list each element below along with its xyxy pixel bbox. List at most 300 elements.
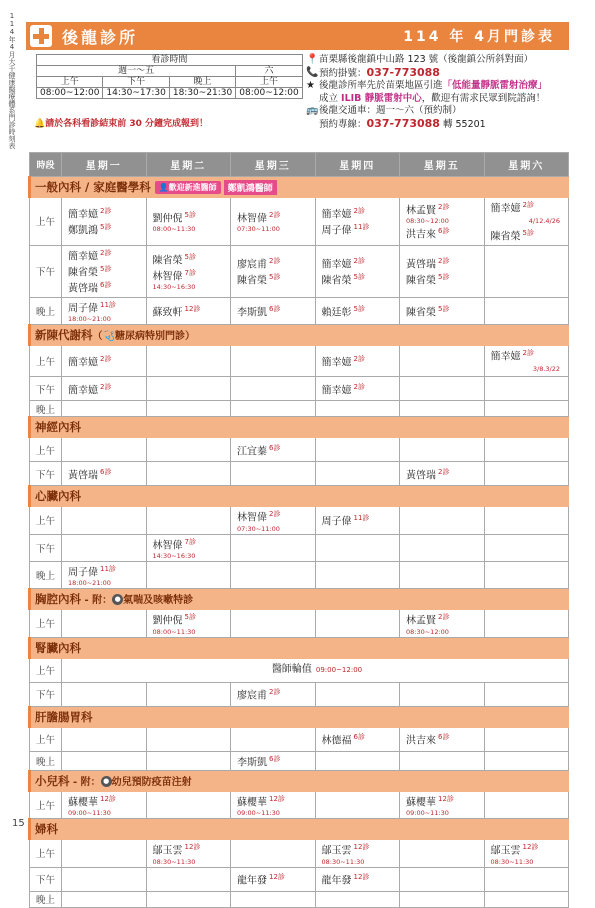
doctor-entry[interactable] — [237, 303, 313, 319]
room-number: 5診 — [184, 252, 196, 261]
doctor-name: 簡幸嬑 — [321, 209, 352, 221]
hours-am-time: 08:00~12:00 — [37, 88, 103, 99]
doctor-entry[interactable] — [68, 299, 144, 315]
department-special: 氣喘及咳嗽特診 — [123, 595, 194, 607]
time-slot: 上午 — [30, 345, 62, 376]
doctor-entry[interactable] — [153, 536, 229, 552]
schedule-cell — [315, 751, 400, 770]
department-name — [30, 770, 569, 791]
room-number: 2診 — [353, 354, 365, 363]
doctor-entry[interactable] — [237, 793, 313, 809]
schedule-row — [30, 438, 569, 462]
hours-pm-time: 14:30~17:30 — [103, 88, 169, 99]
department-name — [30, 819, 569, 840]
star-icon: ★ — [306, 80, 315, 91]
special-clinic-icon: ● — [101, 776, 112, 787]
clinic-time: 07:30~11:00 — [237, 524, 280, 533]
department-row — [30, 637, 569, 658]
doctor-entry[interactable] — [406, 271, 482, 287]
room-number: 2診 — [438, 256, 450, 265]
schedule-cell — [231, 438, 316, 462]
schedule-cell — [231, 682, 316, 706]
doctor-name: 洪吉來 — [406, 229, 436, 241]
doctor-name: 蘇櫻華 — [406, 797, 436, 809]
schedule-cell — [400, 727, 485, 751]
doctor-entry[interactable] — [406, 793, 482, 809]
header-cell: 星期六 — [484, 153, 569, 177]
schedule-cell — [231, 245, 316, 297]
schedule-cell — [400, 840, 485, 867]
room-number: 2診 — [522, 201, 534, 209]
department-special: 幼兒預防疫苗注射 — [111, 776, 192, 788]
doctor-entry[interactable] — [237, 442, 313, 458]
room-number: 2診 — [100, 248, 112, 257]
schedule-cell — [146, 377, 231, 401]
schedule-cell — [62, 682, 147, 706]
department-title: 胸腔內科 — [35, 592, 81, 607]
room-number: 5診 — [353, 304, 365, 313]
schedule-cell — [146, 867, 231, 891]
room-number: 5診 — [100, 223, 112, 232]
room-number: 11診 — [353, 223, 370, 232]
doctor-entry[interactable] — [322, 871, 398, 887]
doctor-name: 李斯凱 — [237, 756, 267, 768]
hours-pm: 下午 — [103, 77, 169, 88]
schedule-row — [30, 507, 569, 534]
schedule-cell — [231, 791, 316, 818]
room-number: 12診 — [184, 843, 201, 852]
checkin-notice: 🔔請於各科看診結束前 30 分鐘完成報到！ — [34, 119, 209, 129]
doctor-name: 蘇櫻華 — [237, 797, 267, 809]
time-slot: 下午 — [30, 377, 62, 401]
room-number: 5診 — [100, 264, 112, 273]
time-slot: 晚上 — [30, 891, 62, 907]
doctor-entry[interactable] — [153, 841, 229, 857]
schedule-row — [30, 198, 569, 246]
time-slot: 下午 — [30, 245, 62, 297]
doctor-entry[interactable] — [237, 871, 313, 887]
schedule-cell — [62, 401, 147, 417]
doctor-name: 蘇櫻華 — [68, 797, 98, 809]
schedule-cell — [146, 345, 231, 376]
department-title: 心臟內科 — [35, 489, 81, 504]
schedule-cell — [315, 534, 400, 561]
schedule-cell — [146, 751, 231, 770]
clinic-logo-icon — [30, 25, 52, 47]
clinic-time: 14:30~16:30 — [152, 283, 196, 292]
schedule-cell — [231, 462, 316, 486]
schedule-cell — [484, 438, 569, 462]
department-title: 新陳代謝科 — [35, 327, 93, 342]
department-name — [30, 177, 569, 198]
schedule-cell — [62, 751, 147, 770]
doctor-entry[interactable] — [237, 686, 313, 702]
schedule-cell — [400, 462, 485, 486]
schedule-cell — [231, 401, 316, 417]
doctor-entry[interactable] — [406, 255, 482, 271]
doctor-name: 簡幸嬑 — [490, 203, 521, 215]
department-name — [30, 486, 569, 507]
doctor-entry[interactable] — [153, 611, 229, 627]
schedule-cell — [484, 727, 569, 751]
room-number: 5診 — [184, 211, 196, 220]
doctor-entry[interactable] — [491, 841, 567, 857]
doctor-name: 林智偉 — [152, 271, 183, 283]
doctor-entry[interactable] — [237, 508, 313, 524]
department-name — [30, 324, 569, 345]
schedule-cell — [400, 507, 485, 534]
doctor-name: 陳省榮 — [152, 255, 183, 267]
department-title: 一般內科 / 家庭醫學科 — [35, 180, 151, 194]
schedule-cell — [400, 401, 485, 417]
doctor-entry[interactable] — [491, 227, 567, 243]
schedule-cell — [315, 727, 400, 751]
doctor-name: 周子偉 — [321, 516, 352, 528]
schedule-row — [30, 534, 569, 561]
hours-title: 看診時間 — [37, 55, 303, 66]
time-slot: 下午 — [30, 534, 62, 561]
clinic-time: 07:30~11:00 — [237, 225, 280, 234]
time-slot: 晚上 — [30, 297, 62, 324]
schedule-cell — [231, 727, 316, 751]
room-number: 6診 — [353, 732, 365, 741]
schedule-cell — [62, 438, 147, 462]
schedule-cell — [315, 462, 400, 486]
room-number: 2診 — [100, 207, 112, 215]
schedule-cell — [484, 791, 569, 818]
clinic-time: 08:30~12:00 — [406, 627, 449, 636]
schedule-cell — [484, 377, 569, 401]
doctor-entry[interactable] — [237, 271, 313, 287]
schedule-cell — [231, 561, 316, 588]
doctor-name: 龍年發 — [237, 875, 267, 887]
schedule-cell — [146, 561, 231, 588]
schedule-cell — [62, 891, 147, 907]
doctor-entry[interactable] — [406, 611, 482, 627]
doctor-name: 簡幸嬑 — [321, 259, 352, 271]
department-row — [30, 486, 569, 507]
time-slot: 上午 — [30, 438, 62, 462]
time-slot: 下午 — [30, 867, 62, 891]
schedule-cell — [484, 198, 569, 246]
doctor-entry[interactable] — [68, 793, 144, 809]
schedule-cell — [484, 401, 569, 417]
schedule-table — [28, 152, 569, 908]
doctor-name: 黃啓瑞 — [68, 283, 98, 295]
schedule-cell — [62, 297, 147, 324]
doctor-entry[interactable] — [237, 255, 313, 271]
room-number: 11診 — [100, 564, 116, 573]
time-slot: 下午 — [30, 682, 62, 706]
doctor-name: 陳省榮 — [406, 306, 436, 318]
schedule-cell — [146, 727, 231, 751]
doctor-name: 簡幸嬑 — [321, 357, 352, 369]
schedule-cell — [62, 377, 147, 401]
doctor-entry[interactable] — [322, 303, 398, 319]
doctor-name: 黃啓瑞 — [406, 259, 436, 271]
doctor-entry[interactable] — [68, 205, 144, 221]
schedule-cell — [62, 840, 147, 867]
department-row — [30, 324, 569, 345]
schedule-row — [30, 891, 569, 907]
doctor-name: 黃啓瑞 — [68, 469, 98, 481]
schedule-cell — [62, 791, 147, 818]
month-title: 114 年 4月門診表 — [290, 22, 569, 50]
doctor-entry[interactable] — [153, 209, 229, 225]
schedule-cell — [231, 507, 316, 534]
doctor-entry[interactable] — [153, 267, 229, 283]
schedule-cell — [146, 534, 231, 561]
time-slot: 下午 — [30, 462, 62, 486]
doctor-name: 陳省榮 — [490, 231, 521, 243]
schedule-cell — [231, 840, 316, 867]
schedule-cell — [400, 791, 485, 818]
department-row — [30, 706, 569, 727]
room-number: 12診 — [353, 843, 370, 852]
clinic-time: 18:00~21:00 — [68, 579, 111, 588]
schedule-cell — [484, 682, 569, 706]
doctor-name: 陳省榮 — [237, 275, 267, 287]
department-title: 小兒科 — [35, 773, 70, 788]
doctor-entry[interactable] — [322, 353, 398, 369]
schedule-cell — [400, 561, 485, 588]
room-number: 2診 — [269, 256, 281, 265]
schedule-row — [30, 867, 569, 891]
schedule-header — [30, 153, 569, 177]
room-number: 11診 — [100, 300, 116, 309]
department-title: 婦科 — [35, 822, 58, 837]
room-number: 2診 — [353, 256, 365, 265]
department-name — [30, 417, 569, 438]
side-label: 114年4月大千健康醫療體系門診時刻表 — [8, 12, 16, 149]
phone-icon: 📞 — [306, 66, 319, 78]
doctor-name: 蘇致軒 — [152, 306, 183, 318]
doctor-name: 簡幸嬑 — [68, 250, 98, 262]
doctor-name: 醫師輪值 — [271, 664, 312, 676]
room-number: 5診 — [184, 613, 196, 622]
schedule-cell — [484, 751, 569, 770]
schedule-row — [30, 751, 569, 770]
location-pin-icon: 📍 — [306, 54, 319, 65]
schedule-cell — [146, 198, 231, 246]
room-number: 5診 — [438, 304, 450, 313]
doctor-entry[interactable] — [322, 271, 398, 287]
room-number: 2診 — [100, 354, 112, 363]
room-number: 2診 — [353, 382, 365, 391]
room-number: 2診 — [269, 211, 281, 220]
doctor-entry[interactable] — [322, 841, 398, 857]
header-cell: 星期二 — [146, 153, 231, 177]
doctor-name: 黃啓瑞 — [406, 469, 436, 481]
schedule-cell — [400, 534, 485, 561]
doctor-entry[interactable] — [68, 247, 144, 263]
bus-icon: 🚌 — [306, 105, 319, 116]
schedule-cell — [484, 610, 569, 637]
schedule-cell — [62, 867, 147, 891]
time-slot: 晚上 — [30, 401, 62, 417]
schedule-cell — [231, 610, 316, 637]
clinic-time: 09:00~11:30 — [406, 809, 449, 818]
appt-phone[interactable]: 037-773088 — [366, 65, 440, 79]
schedule-cell — [146, 401, 231, 417]
department-subtitle: （🩺糖尿病特別門診） — [92, 330, 195, 342]
room-number: 2診 — [269, 510, 281, 519]
doctor-entry[interactable] — [153, 303, 229, 319]
doctor-name: 洪吉來 — [406, 735, 436, 747]
schedule-cell — [146, 840, 231, 867]
room-number: 6診 — [100, 281, 112, 290]
clinic-time: 09:00~12:00 — [315, 666, 363, 675]
schedule-cell — [484, 840, 569, 867]
doctor-entry[interactable] — [406, 201, 482, 217]
doctor-name: 陳省榮 — [68, 267, 98, 279]
room-number: 5診 — [353, 273, 365, 282]
special-clinic-icon: ● — [112, 594, 123, 605]
department-row — [30, 589, 569, 610]
schedule-cell — [315, 198, 400, 246]
doctor-entry[interactable] — [68, 466, 144, 482]
schedule-cell — [146, 245, 231, 297]
schedule-cell — [146, 507, 231, 534]
clinic-time: 14:30~16:30 — [152, 551, 196, 560]
schedule-cell — [400, 682, 485, 706]
schedule-cell — [400, 610, 485, 637]
department-name — [30, 637, 569, 658]
hours-night: 晚上 — [169, 77, 235, 88]
doctor-name: 江宜蓁 — [237, 445, 267, 457]
department-row — [30, 177, 569, 198]
schedule-cell — [62, 198, 147, 246]
schedule-cell — [146, 462, 231, 486]
schedule-row — [30, 377, 569, 401]
schedule-cell — [231, 297, 316, 324]
bus-phone[interactable]: 037-773088 — [366, 116, 440, 130]
doctor-entry[interactable] — [68, 381, 144, 397]
doctor-entry[interactable] — [237, 753, 313, 769]
doctor-entry[interactable] — [491, 199, 567, 215]
schedule-cell — [315, 345, 400, 376]
doctor-entry[interactable] — [406, 225, 482, 241]
new-doctor-badge: 👤歡迎新進醫師 — [155, 181, 221, 194]
schedule-cell — [315, 438, 400, 462]
schedule-cell — [400, 345, 485, 376]
doctor-name: 賴廷彰 — [321, 306, 352, 318]
room-number: 2診 — [269, 687, 281, 696]
schedule-row — [30, 610, 569, 637]
hours-sat-time: 08:00~12:00 — [236, 88, 302, 99]
schedule-cell — [400, 245, 485, 297]
schedule-row — [30, 401, 569, 417]
hours-weekday: 週一～五 — [37, 66, 236, 77]
doctor-name: 劉仲倪 — [152, 615, 183, 627]
doctor-name: 簡幸嬑 — [68, 384, 98, 396]
doctor-entry[interactable] — [322, 221, 398, 237]
room-number: 12診 — [100, 794, 116, 803]
schedule-cell — [484, 245, 569, 297]
room-number: 2診 — [100, 382, 112, 391]
time-slot: 晚上 — [30, 751, 62, 770]
doctor-name: 林智偉 — [237, 213, 267, 225]
room-number: 12診 — [184, 304, 201, 313]
schedule-cell — [62, 727, 147, 751]
schedule-row — [30, 462, 569, 486]
schedule-cell — [231, 345, 316, 376]
doctor-name: 簡幸嬑 — [68, 357, 98, 369]
doctor-entry[interactable] — [406, 731, 482, 747]
doctor-entry[interactable] — [322, 381, 398, 397]
schedule-cell — [484, 462, 569, 486]
clinic-time: 08:00~11:30 — [152, 627, 196, 636]
doctor-entry[interactable] — [237, 209, 313, 225]
doctor-entry[interactable] — [406, 303, 482, 319]
room-number: 2診 — [438, 467, 450, 476]
schedule-cell — [484, 561, 569, 588]
hours-table — [36, 54, 303, 99]
time-slot: 上午 — [30, 791, 62, 818]
header-cell: 星期三 — [231, 153, 316, 177]
doctor-entry[interactable] — [322, 731, 398, 747]
schedule-cell — [484, 297, 569, 324]
doctor-entry[interactable] — [322, 205, 398, 221]
schedule-cell — [315, 610, 400, 637]
schedule-row — [30, 658, 569, 682]
time-slot: 上午 — [30, 198, 62, 246]
schedule-cell — [315, 891, 400, 907]
doctor-entry[interactable] — [68, 221, 144, 237]
doctor-name: 鄭凱鴻 — [68, 225, 98, 237]
room-number: 5診 — [269, 273, 281, 282]
schedule-cell — [315, 377, 400, 401]
schedule-cell — [146, 297, 231, 324]
header-cell: 星期四 — [315, 153, 400, 177]
schedule-row — [30, 682, 569, 706]
page-number: 15 — [12, 818, 25, 829]
schedule-cell — [315, 297, 400, 324]
doctor-entry[interactable] — [68, 563, 144, 579]
schedule-cell — [400, 438, 485, 462]
schedule-cell — [62, 561, 147, 588]
schedule-cell — [400, 751, 485, 770]
schedule-cell — [484, 534, 569, 561]
room-number: 6診 — [269, 754, 281, 763]
department-subtitle: - 附： — [81, 595, 113, 607]
new-doctor-name: 鄭凱鴻醫師 — [224, 180, 277, 195]
doctor-entry[interactable] — [406, 466, 482, 482]
doctor-entry[interactable] — [322, 255, 398, 271]
address: 苗栗縣後龍鎮中山路 123 號（後龍鎮公所斜對面） — [319, 54, 534, 65]
doctor-entry[interactable] — [68, 263, 144, 279]
schedule-cell — [62, 245, 147, 297]
doctor-name: 陳省榮 — [321, 275, 352, 287]
schedule-cell — [231, 891, 316, 907]
doctor-entry[interactable] — [491, 347, 567, 363]
room-number: 12診 — [269, 794, 285, 803]
schedule-row — [30, 727, 569, 751]
doctor-entry[interactable] — [322, 512, 398, 528]
room-number: 6診 — [100, 467, 112, 476]
schedule-cell — [146, 791, 231, 818]
doctor-entry[interactable] — [68, 279, 144, 295]
doctor-name: 鄔玉雲 — [490, 845, 521, 857]
room-number: 2診 — [438, 613, 450, 622]
doctor-entry[interactable] — [68, 353, 144, 369]
doctor-name: 廖宸甫 — [237, 690, 267, 702]
schedule-cell — [62, 610, 147, 637]
doctor-entry[interactable] — [153, 251, 229, 267]
clinic-time: 08:30~11:30 — [321, 857, 365, 866]
schedule-cell — [231, 751, 316, 770]
clinic-dates: 3/8.3/22 — [532, 365, 560, 374]
